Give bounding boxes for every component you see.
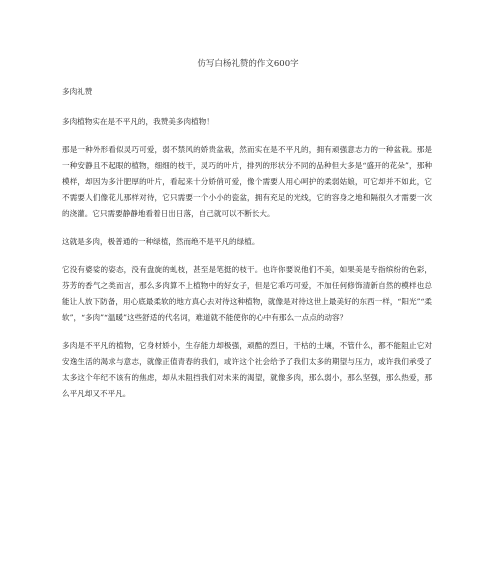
paragraph-3: 这就是多肉，极普通的一种绿植，然而绝不是平凡的绿植。 <box>62 237 260 246</box>
document-title: 仿写白杨礼赞的作文600字 <box>197 59 299 69</box>
document-body <box>62 84 432 414</box>
document-subtitle: 多肉礼赞 <box>62 87 93 96</box>
paragraph-4: 它没有婆娑的姿态，没有盘旋的虬枝，甚至是笔挺的枝干。也许你要说他们不美，如果美是专指缤纷的色彩，芬芳的香气之类而言，那么多肉算不上植物中的好女子，但是它乖巧可爱，不加任何修饰清新自然的模样也总能让人放下防备，用心底最柔软的地方真心去对待这种植物，就像是对待这世上最美好的东西一样，“阳光”“柔软”，“多肉”“温暖”这些舒适的代名词，难道就不能使你的心中有那么一点点的动容？ <box>62 265 432 322</box>
paragraph-2: 那是一种外形看似灵巧可爱，弱不禁风的娇贵盆栽，然而实在是不平凡的，拥有顽强意志力的一种盆栽。那是一种安静且不起眼的植物，细细的枝干，灵巧的叶片，排列的形状分不同的品种但大多是“盛开的花朵”，那种模样，却因为多汁肥厚的叶片，看起来十分娇俏可爱，像个需要人用心呵护的柔弱姑娘，可它却并不如此，它不需要人们像花儿那样对待，它只需要一个小小的瓷盆，拥有充足的光线，它的容身之地和隔很久才需要一次的浇灌。它只需要静静地看着日出日落，自己就可以不断长大。 <box>62 145 432 218</box>
paragraph-1: 多肉植物实在是不平凡的，我赞美多肉植物！ <box>62 117 214 126</box>
paragraph-5: 多肉是不平凡的植物，它身材娇小，生存能力却极强，顽酷的烈日，干枯的土壤，不管什么，都不能阻止它对安逸生活的渴求与意志，就像正值青春的我们，或许这个社会给予了我们太多的期望与压力，或许我们承受了太多这个年纪不该有的焦虑，却从未阻挡我们对未来的渴望，就像多肉，那么弱小，那么坚强，那么热爱，那么平凡却又不平凡。 <box>62 341 432 398</box>
